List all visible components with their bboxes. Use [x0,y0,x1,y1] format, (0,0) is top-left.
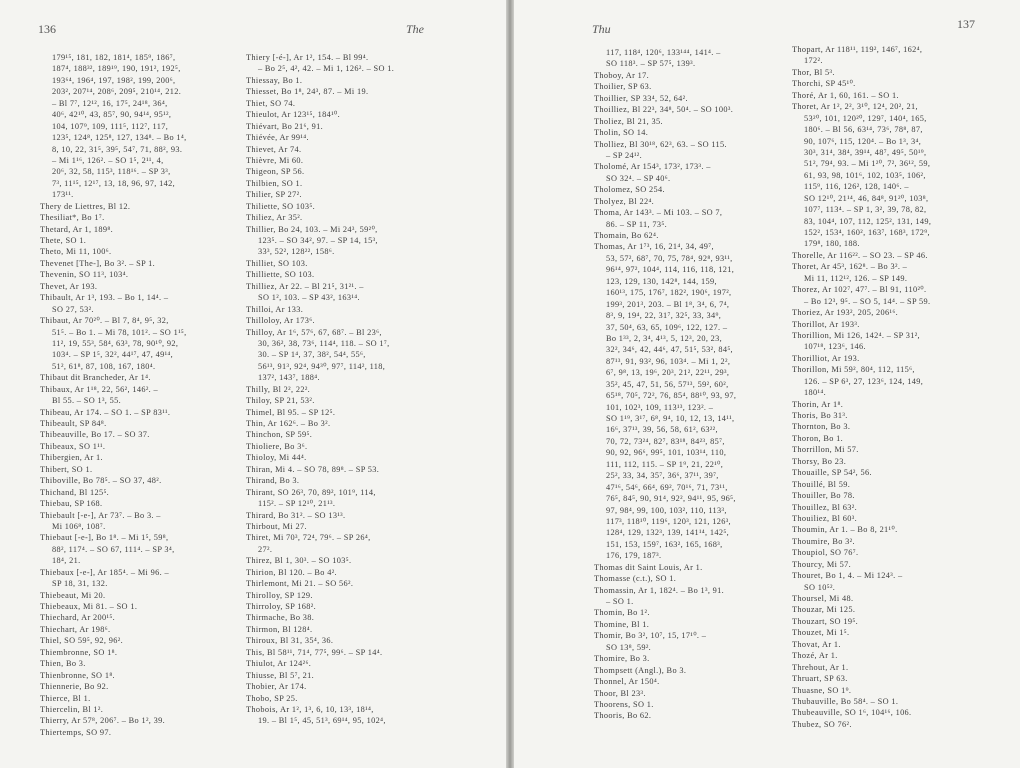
index-entry-line: Thilliette, SO 103. [246,270,315,280]
index-entry-line: Thiliette, SO 103⁵. [246,201,315,211]
index-entry-line: Thiulot, Ar 124²⁶. [246,659,312,669]
index-entry-line: Thibeau, Ar 174. – SO 1. – SP 83¹¹. [40,407,171,417]
index-entry-line: Thilliet, SO 103. [246,258,308,268]
index-entry-line: 101, 102³, 109, 113¹³, 123². – [606,402,714,412]
index-entry-line: Thiessay, Bo 1. [246,75,303,85]
index-entry-line: 115². – SP 12¹⁰, 21¹³. [258,499,336,509]
index-entry-line: 7³, 11¹⁵, 12¹⁷, 13, 18, 96, 97, 142, [52,178,176,188]
index-entry-line: Thiévée, Ar 99¹⁴. [246,133,309,143]
index-entry-line: Thozé, Ar 1. [792,651,838,661]
index-entry-line: Thobois, Ar 1², 1³, 6, 10, 13³, 18¹⁴, [246,704,374,714]
index-entry-line: Thiévart, Bo 21⁶, 91. [246,121,324,131]
index-entry-line: Thoret, Ar 1², 2², 3¹⁰, 12⁴, 20², 21, [792,102,918,112]
index-entry-line: Thetard, Ar 1, 189⁸. [40,224,114,234]
index-entry-line: Thoor, Bl 23³. [594,688,646,698]
right-page [514,0,1020,768]
index-entry-line: 117, 118⁴, 120⁶, 133¹⁴⁴, 141⁴. – [606,48,721,57]
index-entry-line: SO 32⁴. – SP 40⁶. [606,173,671,183]
index-entry-line: Thevenet [The-], Bo 3². – SP 1. [40,258,156,268]
index-entry-line: Thouzet, Mi 1⁵. [792,628,850,638]
index-entry-line: SO 118³. – SP 57⁵, 139³. [606,59,696,69]
index-entry-line: 107¹⁸, 123⁶, 146. [804,342,866,352]
index-entry-line: 193⁶⁴, 196⁴, 197, 198², 199, 200⁶, [52,75,176,85]
index-entry-line: Tholliez, Bl 30¹⁸, 62³, 63. – SO 115. [594,139,727,149]
right-page-number: 137 [957,17,975,31]
index-entry-line: Thiliez, Ar 35². [246,213,303,223]
index-entry-line: 123⁵. – SO 34², 97. – SP 14, 15³, [258,236,378,245]
index-entry-line: Thorillon, Mi 59², 80⁴, 112, 115⁶, [792,365,915,375]
index-entry-line: 6⁷, 9⁸, 13, 19⁶, 20³, 21², 22¹¹, 29³, [606,368,730,378]
index-entry-line: SO 1², 103. – SP 43², 163¹⁴. [258,293,360,303]
index-entry-line: Thibergien, Ar 1. [40,453,103,463]
index-entry-line: 180¹⁴. [804,388,826,398]
index-entry-line: Thourcy, Mi 57. [792,559,852,569]
left-page-column-2 [246,52,442,727]
index-entry-line: Thoilliez, Bl 22³, 34⁸, 50⁴. – SO 100³. [594,105,734,115]
index-entry-line: Bo 1³³, 2, 3⁴, 4¹³, 5, 12³, 20, 23, [606,333,723,343]
index-entry-line: Thomasse (c.t.), SO 1. [594,574,677,584]
index-entry-line: 117³, 118¹⁰, 119⁶, 120³, 121, 126³, [606,516,731,526]
index-entry-line: Tholomez, SO 254. [594,185,665,195]
index-entry-line: 61, 93, 98, 101⁶, 102, 103⁵, 106², [804,170,926,180]
index-entry-line: SO 12¹⁰, 21¹⁴, 46, 84⁸, 91²⁰, 103⁸, [804,193,929,203]
index-entry-line: Thiel, SO 59⁵, 92, 96². [40,636,124,646]
index-entry-line: – Bl 7⁷, 12¹², 16, 17⁵, 24¹⁸, 36⁴, [52,98,168,108]
index-entry-line: Tholyez, Bl 22⁴. [594,196,655,206]
index-entry-line: Thouret, Bo 1, 4. – Mi 124³. – [792,571,903,581]
index-entry-line: Thomas, Ar 1⁷³, 16, 21⁴, 34, 49⁷, [594,242,714,252]
index-entry-line: Thorilliot, Ar 193. [792,353,860,363]
left-page-column-1 [40,52,236,738]
index-entry-line: SP 18, 31, 132. [52,579,108,589]
index-entry-line: Thiloy, SP 21, 53². [246,396,315,406]
right-running-head: Thu [592,22,611,36]
index-entry-line: Thilloy, Ar 1⁶, 57⁶, 67, 68⁷. – Bl 23⁶, [246,327,382,337]
index-entry-line: Thiran, Mi 4. – SO 78, 89⁸. – SP 53. [246,464,380,474]
index-entry-line: Thubez, SO 76². [792,719,852,729]
index-entry-line: Thoret, Ar 45³, 162⁸. – Bo 3². – [792,262,908,272]
index-entry-line: 30. – SP 1⁴, 37, 38², 54⁴, 55⁶, [258,350,366,360]
index-entry-line: Thubauville, Bo 58⁴. – SO 1. [792,696,899,706]
index-entry-line: Thiesset, Bo 1⁸, 24³, 87. – Mi 19. [246,87,369,97]
index-entry-line: Thiebeaux, Mi 81. – SO 1. [40,602,138,611]
index-entry-line: Thirlemont, Mi 21. – SO 56². [246,579,354,589]
index-entry-line: Thillier, Bo 24, 103. – Mi 24³, 59²⁰, [246,224,378,234]
index-entry-line: Thievet, Ar 74. [246,144,302,154]
index-entry-line: 18⁴, 21. [52,556,81,566]
index-entry-line: Theto, Mi 11, 100⁶. [40,247,112,257]
index-entry-line: Thomire, Bo 3. [594,654,650,664]
index-entry-line: Thuasne, SO 1⁹. [792,685,852,695]
index-entry-line: Thorsy, Bo 23. [792,456,847,466]
index-entry-line: Thiebaux [-e-], Ar 185⁴. – Mi 96. – [40,567,169,577]
index-entry-line: Thoumire, Bo 3². [792,536,855,546]
index-entry-line: 51², 79⁴, 93. – Mi 1²⁰, 7², 36¹², 59, [804,159,931,169]
index-entry-line: 107⁷, 113⁴. – SP 1, 3², 39, 78, 82, [804,205,927,215]
index-entry-line: Thirion, Bl 120. – Bo 4². [246,567,337,577]
index-entry-line: 8³, 9, 19⁴, 22, 31⁷, 32⁵, 33, 34⁹, [606,311,722,321]
index-entry-line: Thirmon, Bl 128⁴. [246,624,313,634]
index-entry-line: Tholin, SO 14. [594,128,649,138]
index-entry-line: 19. – Bl 1⁵, 45, 51³, 69¹⁴, 95, 102⁴, [258,716,386,726]
index-entry-line: Thiroux, Bl 31, 35⁴, 36. [246,636,334,646]
index-entry-line: Mi 11, 112¹², 126. – SP 149. [804,273,908,283]
index-entry-line: Thiery [-é-], Ar 1², 154. – Bl 99⁴. [246,53,369,62]
index-entry-line: 123, 129, 130, 142⁸, 144, 159, [606,276,717,286]
index-entry-line: Thouzar, Mi 125. [792,605,856,615]
index-entry-line: Thirbout, Mi 27. [246,521,307,531]
index-entry-line: Thouiliez, Bl 60³. [792,513,858,523]
index-entry-line: 128⁴, 129, 132³, 139, 141¹⁴, 142⁵, [606,528,730,538]
index-entry-line: Thomir, Bo 3², 10⁷, 15, 17¹⁰. – [594,631,707,641]
index-entry-line: Thoris, Bo 31³. [792,411,848,420]
index-entry-line: Thornton, Bo 3. [792,422,851,432]
index-entry-line: Thiebaut [-e-], Bo 1⁸. – Mi 1⁵, 59⁸, [40,533,169,543]
index-entry-line: 123⁵, 124⁸, 125⁸, 127, 134⁸. – Bo 1⁴, [52,133,187,143]
index-entry-line: 111, 112, 115. – SP 1⁹, 21, 22¹⁰, [606,459,724,469]
index-entry-line: This, Bl 58¹¹, 71⁴, 77⁵, 99⁶. – SP 14⁴. [246,647,383,657]
index-entry-line: Thibeauville, Bo 17. – SO 37. [40,430,150,440]
index-entry-line: 51⁵. – Bo 1. – Mi 78, 101². – SO 1¹⁵, [52,327,187,337]
index-entry-line: Thoumin, Ar 1. – Bo 8, 21¹⁰. [792,525,898,535]
index-entry-line: Thouaille, SP 54², 56. [792,468,872,478]
index-entry-line: – Bo 12³, 9⁵. – SO 5, 14⁴. – SP 59. [804,296,931,306]
index-entry-line: Thompsett (Angl.), Bo 3. [594,665,687,675]
index-entry-line: 51², 61⁸, 87, 108, 167, 180⁴. [52,361,156,371]
index-entry-line: Thorin, Ar 1⁸. [792,399,844,409]
index-entry-line: Thoilier, SP 63. [594,82,652,92]
index-entry-line: 30, 36², 38, 73⁶, 114⁴, 118. – SO 1⁷, [258,338,390,348]
index-entry-line: 90, 92, 96⁶, 99⁵, 101, 103¹⁴, 110, [606,448,727,458]
index-entry-line: 137², 143⁷, 188⁴. [258,373,320,383]
index-entry-line: Thiet, SO 74. [246,98,296,108]
index-entry-line: Thorez, Ar 102⁷, 47⁷. – Bl 91, 110²⁰. [792,285,927,295]
index-entry-line: 40⁶, 42¹⁰, 43, 85⁷, 90, 94¹⁴, 95¹², [52,110,172,120]
index-entry-line: Thouzart, SO 19⁵. [792,616,858,626]
index-entry-line: 187⁴, 188³², 189¹⁹, 190, 191², 192⁵, [52,64,181,74]
index-entry-line: Thirez, Bl 1, 30³. – SO 103⁵. [246,556,352,566]
index-entry-line: Thiembronne, SO 1⁸. [40,647,118,657]
index-entry-line: Thirmache, Bo 38. [246,613,315,623]
index-entry-line: 103⁴. – SP 1⁵, 32², 44¹⁷, 47, 49¹⁴, [52,350,174,360]
index-entry-line: SO 1¹⁹, 3¹⁷, 6⁸, 9⁴, 10, 12, 13, 14¹¹, [606,414,735,423]
index-entry-line: – SO 1. [606,597,634,606]
index-entry-line: 33³, 52², 128²², 158⁶. [258,247,335,257]
index-entry-line: 176, 179, 187³. [606,551,662,561]
index-entry-line: Thorrillon, Mi 57. [792,445,859,455]
index-entry-line: Thilloloy, Ar 173⁶. [246,316,315,326]
index-entry-line: 180⁶. – Bl 56, 63¹⁴, 73⁶, 78⁸, 87, [804,125,923,135]
index-entry-line: Thiebau, SP 168. [40,499,103,509]
index-entry-line: 115⁹, 116, 126², 128, 140⁶. – [804,182,909,192]
index-entry-line: Thomas dit Saint Louis, Ar 1. [594,562,703,572]
index-entry-line: Thorchi, SP 45¹⁰. [792,79,856,89]
index-entry-line: Thilliez, Ar 22. – Bl 21⁵, 31²¹. – [246,281,364,291]
index-entry-line: Thirand, Bo 3. [246,476,300,486]
index-entry-line: Thibaux, Ar 1¹⁸, 22, 56², 146². – [40,384,159,394]
index-entry-line: Threhout, Ar 1. [792,662,849,672]
index-entry-line: Thouillez, Bl 63². [792,502,858,512]
index-entry-line: 35², 45, 47, 51, 56, 57¹³, 59², 60², [606,379,729,389]
index-entry-line: 172². [804,56,823,66]
index-entry-line: Thibaut dit Brancheder, Ar 1⁴. [40,373,151,383]
index-entry-line: 16⁶, 37¹³, 39, 56, 58, 61², 63²², [606,425,718,435]
index-entry-line: Tholomé, Ar 154³, 173², 173³. – [594,162,711,172]
index-entry-line: Thonnel, Ar 150⁴. [594,677,660,687]
index-entry-line: Thoillier, SP 33⁴, 52, 64². [594,93,688,103]
index-entry-line: 88², 117⁴. – SO 67, 111⁴. – SP 3⁴, [52,544,175,554]
index-entry-line: Thete, SO 1. [40,236,87,245]
index-entry-line: 203², 207¹⁴, 208⁶, 209⁵, 210¹⁴, 212. [52,87,182,97]
index-entry-line: – Bo 2⁵, 4², 42. – Mi 1, 126². – SO 1. [258,64,395,74]
left-page [0,0,506,768]
index-entry-line: – SP 24¹². [606,150,643,160]
index-entry-line: Thoursel, Mi 48. [792,594,854,603]
index-entry-line: 20⁶, 32, 58, 115³, 118¹⁶. – SP 3³, [52,167,171,177]
index-entry-line: Thomine, Bl 1. [594,619,650,629]
index-entry-line: Thirant, SO 26³, 70, 89², 101⁹, 114, [246,487,376,497]
index-entry-line: Thirroloy, SP 168². [246,602,317,611]
index-entry-line: Thoboy, Ar 17. [594,70,650,80]
index-entry-line: 25², 33, 34, 35⁷, 36⁶, 37¹¹, 39⁷, [606,471,719,481]
index-entry-line: 104, 107⁹, 109, 111⁵, 112⁷, 117, [52,121,169,131]
index-entry-line: Thomain, Bo 62⁴. [594,231,659,240]
index-entry-line: Thomin, Bo 1². [594,608,650,618]
index-entry-line: Bl 55. – SO 1³, 55. [52,396,122,406]
index-entry-line: 179¹⁵, 181, 182, 181⁴, 185⁹, 186⁷, [52,53,176,62]
index-entry-line: 47¹⁶, 54⁶, 66⁴, 69², 70¹⁶, 71, 73¹¹, [606,482,728,492]
index-entry-line: Thirolloy, SP 129. [246,590,313,600]
index-entry-line: SO 10⁵². [804,582,836,592]
index-entry-line: Thilly, Bl 2², 22². [246,384,311,394]
index-entry-line: Thobo, SP 25. [246,693,298,703]
index-entry-line: 11², 19, 55³, 58⁴, 63³, 78, 90¹⁰, 92, [52,338,179,348]
index-entry-line: Thevenin, SO 11³, 103⁴. [40,270,129,280]
index-entry-line: Thoriez, Ar 193², 205, 206¹⁶. [792,308,899,318]
index-entry-line: 32², 34⁶, 42, 44⁶, 47, 51⁵, 53², 84⁵, [606,345,733,355]
index-entry-line: Thor, Bl 5³. [792,67,835,77]
index-entry-line: 56¹³, 91³, 92⁴, 94³⁰, 97⁷, 114², 118, [258,361,386,371]
index-entry-line: 37, 50⁴, 63, 65, 109⁶, 122, 127. – [606,322,728,332]
index-entry-line: 173¹¹. [52,190,74,200]
index-entry-line: 53, 57², 68⁷, 70, 75, 78⁴, 92⁸, 93¹¹, [606,253,733,263]
index-entry-line: Thiennerie, Bo 92. [40,682,109,692]
index-entry-line: Mi 106⁸, 108⁷. [52,521,106,531]
index-entry-line: Thienbronne, SO 1⁸. [40,670,115,680]
index-entry-line: Thiechart, Ar 198⁶. [40,624,111,634]
left-page-number: 136 [38,22,56,36]
index-entry-line: Thibeaux, SO 1¹¹. [40,441,106,451]
index-entry-line: Thiret, Mi 70³, 72⁴, 79⁶. – SP 26⁴, [246,533,371,543]
index-entry-line: 76⁵, 84⁵, 90, 91⁴, 92², 94¹¹, 95, 96⁵, [606,494,736,504]
index-entry-line: Thubeauville, SO 1⁶, 104¹⁶, 106. [792,708,912,718]
index-entry-line: Thiertemps, SO 97. [40,727,112,737]
index-entry-line: 87¹³, 91, 93², 96, 103⁴. – Mi 1, 2², [606,356,731,366]
index-entry-line: 83, 104⁴, 107, 112, 125², 131, 149, [804,216,932,226]
index-entry-line: Thichand, Bl 125⁵. [40,487,110,497]
index-entry-line: Thin, Ar 162⁶. – Bo 3². [246,419,331,428]
index-entry-line: 152², 153⁴, 160², 163⁷, 168³, 172⁹, [804,228,930,237]
index-entry-line: – Mi 1¹⁶, 126². – SO 1⁵, 2¹¹, 4, [52,155,164,165]
index-entry-line: Thovat, Ar 1. [792,639,841,649]
index-entry-line: Thevet, Ar 193. [40,281,98,291]
index-entry-line: 126. – SP 6³, 27, 123⁶, 124, 149, [804,376,924,386]
index-entry-line: 90, 107⁶, 115, 120⁴. – Bo 1³, 3⁴, [804,136,922,146]
book-gutter [506,0,514,768]
index-entry-line: Thilloi, Ar 133. [246,304,304,314]
index-entry-line: Thilier, SP 27². [246,190,302,200]
index-entry-line: 30³, 31⁴, 38⁴, 39¹⁴, 48⁷, 49⁵, 50¹⁹, [804,147,927,157]
index-entry-line: 53²⁰, 101, 120²⁰, 129⁷, 140⁴, 165, [804,113,927,123]
index-entry-line: Thorillot, Ar 193³. [792,319,860,329]
index-entry-line: 97, 98⁴, 99, 100, 103², 110, 113³, [606,505,727,515]
index-entry-line: Thobier, Ar 174. [246,682,307,692]
index-entry-line: Thorelle, Ar 116²². – SO 23. – SP 46. [792,250,928,260]
index-entry-line: Thibeault, SP 84⁸. [40,419,107,428]
index-entry-line: Thiboville, Bo 78⁵. – SO 37, 48². [40,476,162,486]
right-page-column-2 [792,44,988,730]
index-entry-line: 96¹⁴, 97², 104⁴, 114, 116, 118, 121, [606,265,735,275]
left-running-head: The [406,22,424,36]
index-entry-line: Thoron, Bo 1. [792,433,844,443]
index-entry-line: Thiechard, Ar 200¹⁵. [40,613,116,623]
index-entry-line: Thièvre, Mi 60. [246,155,304,165]
index-entry-line: Thouillé, Bl 59. [792,479,851,489]
index-entry-line: Thigeon, SP 56. [246,167,305,177]
index-entry-line: Thiusse, Bl 5⁷, 21. [246,670,315,680]
index-entry-line: 86. – SP 11, 73⁵. [606,219,668,229]
index-entry-line: Thilbien, SO 1. [246,178,303,188]
index-entry-line: 65¹⁸, 70⁵, 72², 76, 85⁴, 88¹⁰, 93, 97, [606,391,737,401]
index-entry-line: 199³, 201³, 203. – Bl 1⁸, 3⁴, 6, 7⁴, [606,299,730,309]
index-entry-line: Tholiez, Bl 21, 35. [594,116,663,126]
index-entry-line: Thibert, SO 1. [40,464,93,474]
index-entry-line: Thery de Liettres, Bl 12. [40,201,131,211]
index-entry-line: Thien, Bo 3. [40,659,86,669]
index-entry-line: 179⁸, 180, 188. [804,239,860,249]
index-entry-line: Thibault, Ar 1³, 193. – Bo 1, 14⁴. – [40,293,169,303]
index-entry-line: SO 27, 53². [52,304,94,314]
index-entry-line: Thruart, SP 63. [792,674,848,684]
index-entry-line: Thouiller, Bo 78. [792,491,855,501]
index-entry-line: Thimel, Bl 95. – SP 12⁵. [246,407,336,417]
index-entry-line: 160¹³, 175, 176⁷, 182², 190⁶, 197², [606,288,732,298]
index-entry-line: Thoma, Ar 143³. – Mi 103. – SO 7, [594,208,723,218]
index-entry-line: Thierce, Bl 1. [40,693,91,703]
index-entry-line: Thieulot, Ar 123¹⁵, 184¹⁰. [246,110,341,120]
index-entry-line: Thorillion, Mi 126, 142⁴. – SP 31², [792,330,920,340]
index-entry-line: Thopart, Ar 118¹¹, 119², 146⁷, 162⁴, [792,45,923,54]
index-entry-line: SO 13⁸, 59². [606,642,652,652]
index-entry-line: Thoorens, SO 1. [594,699,654,709]
index-entry-line: Thibaut, Ar 70²⁰. – Bl 7, 8⁴, 9⁵, 32, [40,316,169,326]
index-entry-line: Thesiliat*, Bo 1⁷. [40,213,105,223]
index-entry-line: Thinchon, SP 59⁵. [246,430,313,440]
index-entry-line: Thirard, Bo 31². – SO 13¹³. [246,510,346,520]
index-entry-line: 8, 10, 22, 31⁵, 39⁵, 54⁷, 71, 88², 93. [52,144,183,154]
index-entry-line: Thierry, Ar 57⁸, 206⁷. – Bo 1², 39. [40,716,166,726]
index-entry-line: Thoré, Ar 1, 60, 161. – SO 1. [792,90,899,100]
index-entry-line: Thioloy, Mi 44⁴. [246,453,307,463]
index-entry-line: 70, 72, 73²⁴, 82⁷, 83¹⁸, 84²³, 85⁷, [606,436,725,446]
index-entry-line: Thiercelin, Bl 1². [40,704,104,714]
index-entry-line: 27². [258,544,273,554]
index-entry-line: Thomassin, Ar 1, 182⁴. – Bo 1³, 91. [594,585,725,595]
index-entry-line: 151, 153, 159⁷, 163², 165, 168³, [606,539,723,549]
index-entry-line: Thioliere, Bo 3⁶. [246,441,308,451]
index-entry-line: Thoupiol, SO 76⁷. [792,548,859,558]
index-entry-line: Thiebault [-e-], Ar 73⁷. – Bo 3. – [40,510,161,520]
index-entry-line: Thooris, Bo 62. [594,711,652,721]
index-entry-line: Thiebeaut, Mi 20. [40,590,106,600]
right-page-column-1 [594,47,790,722]
